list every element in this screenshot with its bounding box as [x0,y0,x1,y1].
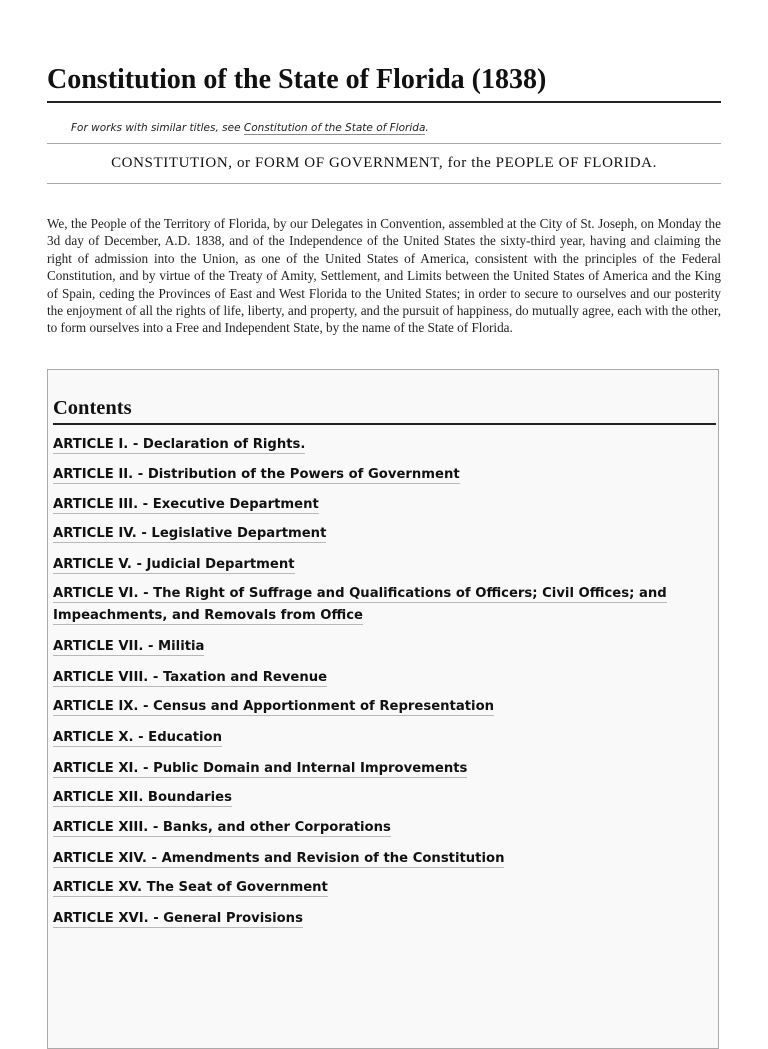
toc-link-article-11[interactable]: ARTICLE XI. - Public Domain and Internal Improvements [53,761,468,776]
toc-link-article-5[interactable]: ARTICLE V. - Judicial Department [53,557,295,572]
constitution-header-box [47,143,721,184]
toc-link-article-3[interactable]: ARTICLE III. - Executive Department [53,497,319,512]
toc-item-article-1 [53,434,716,456]
similar-titles-link[interactable]: Constitution of the State of Florida [243,122,426,134]
table-of-contents [47,369,719,1049]
toc-item-article-4 [53,523,716,545]
hatnote [71,121,429,135]
toc-item-article-11 [53,758,716,780]
toc-item-article-9 [53,696,716,718]
toc-link-article-6[interactable]: ARTICLE VI. - The Right of Suffrage and Qualifications of Officers; Civil Offices; and Impeachments, and Removals from Office [53,586,667,623]
hatnote-prefix: For works with similar titles, see [71,122,244,134]
toc-item-article-15 [53,877,716,899]
toc-link-article-8[interactable]: ARTICLE VIII. - Taxation and Revenue [53,670,328,685]
toc-link-article-15[interactable]: ARTICLE XV. The Seat of Government [53,880,328,895]
toc-item-article-16 [53,908,716,930]
toc-link-article-4[interactable]: ARTICLE IV. - Legislative Department [53,526,327,541]
toc-item-article-13 [53,817,716,839]
toc-link-article-10[interactable]: ARTICLE X. - Education [53,730,223,745]
toc-item-article-2 [53,464,716,486]
toc-link-article-14[interactable]: ARTICLE XIV. - Amendments and Revision of the Constitution [53,851,505,866]
toc-item-article-7 [53,636,716,658]
toc-item-article-8 [53,667,716,689]
toc-link-article-1[interactable]: ARTICLE I. - Declaration of Rights. [53,437,306,452]
toc-item-article-3 [53,494,716,516]
toc-link-article-7[interactable]: ARTICLE VII. - Militia [53,639,205,654]
toc-link-article-2[interactable]: ARTICLE II. - Distribution of the Powers of Government [53,467,460,482]
contents-heading: Contents [53,394,716,425]
toc-link-article-16[interactable]: ARTICLE XVI. - General Provisions [53,911,303,926]
constitution-header-text: CONSTITUTION, or FORM OF GOVERNMENT, for the PEOPLE OF FLORIDA. [111,155,657,171]
toc-item-article-6 [53,583,716,627]
preamble-paragraph: We, the People of the Territory of Florida, by our Delegates in Convention, assembled at the City of St. Joseph, on Monday the 3d day of December, A.D. 1838, and of the Independence of the United States the sixty-third year, having and claiming the right of admission into the Union, as one of the United States of America, consistent with the principles of the Federal Constitution, and by virtue of the Treaty of Amity, Settlement, and Limits between the United States of America and the King of Spain, ceding the Provinces of East and West Florida to the United States; in order to secure to ourselves and our posterity the enjoyment of all the rights of life, liberty, and property, and the pursuit of happiness, do mutually agree, each with the other, to form ourselves into a Free and Independent State, by the name of the State of Florida. [47,216,721,336]
toc-link-article-13[interactable]: ARTICLE XIII. - Banks, and other Corporations [53,820,391,835]
toc-item-article-10 [53,727,716,749]
toc-link-article-12[interactable]: ARTICLE XII. Boundaries [53,790,232,805]
toc-link-article-9[interactable]: ARTICLE IX. - Census and Apportionment of Representation [53,699,495,714]
toc-item-article-14 [53,848,716,870]
page-title: Constitution of the State of Florida (1838) [47,62,721,103]
toc-item-article-5 [53,554,716,576]
toc-item-article-12 [53,787,716,809]
hatnote-suffix: . [425,122,429,134]
